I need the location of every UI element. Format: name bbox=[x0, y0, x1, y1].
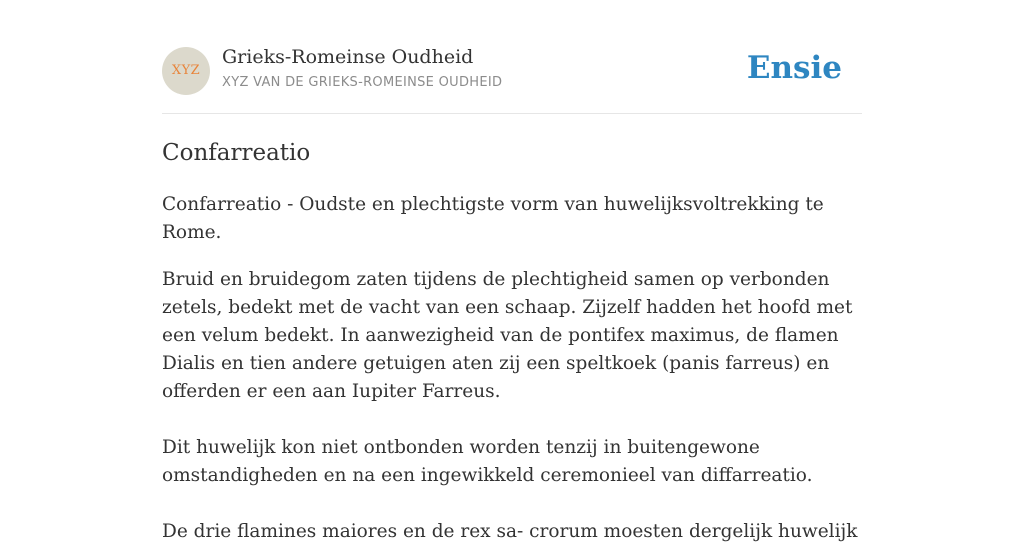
channel-avatar[interactable]: XYZ bbox=[162, 47, 210, 95]
header bbox=[162, 0, 862, 114]
article-paragraph: Bruid en bruidegom zaten tijdens de plechtigheid samen op verbonden zetels, bedekt met de vacht van een schaap. Zijzelf hadden het hoofd met een velum bedekt. In aanwezigheid van de pontifex maximus, de flamen Dialis en tien andere getuigen aten zij een speltkoek (panis farreus) en offerden er een aan Iupiter Farreus. bbox=[162, 269, 853, 402]
article-paragraph: De drie flamines maiores en de rex sa- crorum moesten dergelijk huwelijk bbox=[162, 521, 858, 542]
page bbox=[162, 0, 862, 542]
channel-subtitle: XYZ VAN DE GRIEKS-ROMEINSE OUDHEID bbox=[222, 75, 503, 90]
channel-title[interactable]: Grieks-Romeinse Oudheid bbox=[222, 46, 474, 68]
article-lead: Confarreatio - Oudste en plechtigste vorm van huwelijksvoltrekking te Rome. bbox=[162, 194, 824, 243]
article-title: Confarreatio bbox=[162, 140, 311, 166]
ensie-logo[interactable]: Ensie bbox=[746, 50, 842, 86]
article bbox=[162, 135, 862, 546]
article-paragraph: Dit huwelijk kon niet ontbonden worden tenzij in buitengewone omstandigheden en na een ingewikkeld ceremonieel van diffarreatio. bbox=[162, 437, 813, 486]
